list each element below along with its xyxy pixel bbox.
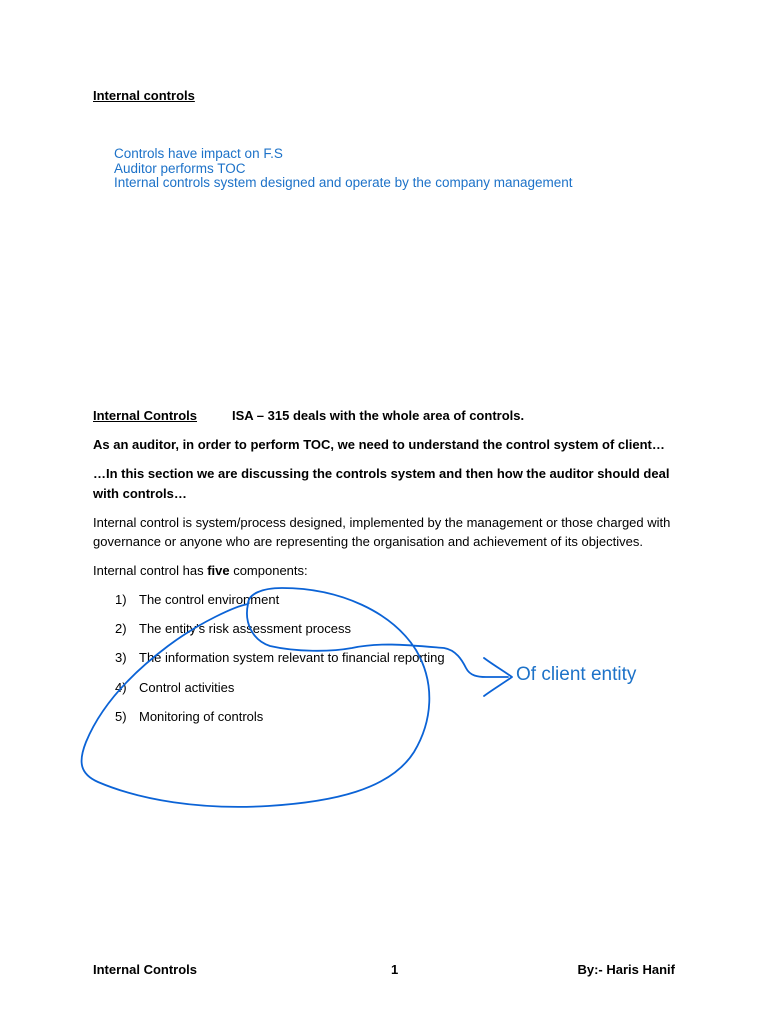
list-item-number: 4) [115, 679, 127, 695]
list-item-text: The control environment [139, 592, 280, 607]
handwritten-notes [114, 147, 573, 191]
list-item [115, 707, 673, 736]
annotation-of-client-entity: Of client entity [516, 664, 637, 685]
note-line-2: Auditor performs TOC [114, 160, 246, 176]
components-intro [93, 561, 673, 581]
section-heading-text: ISA – 315 deals with the whole area of controls. [232, 408, 525, 423]
list-item-number: 1) [115, 592, 127, 607]
note-line-1: Controls have impact on F.S [114, 146, 283, 161]
list-item [115, 590, 673, 619]
components-intro-start: Internal control has [93, 563, 208, 578]
paragraph-discussing: …In this section we are discussing the controls system and then how the auditor should deal with controls… [93, 466, 670, 501]
footer-author: By:- Haris Hanif [577, 962, 675, 977]
section-heading [93, 406, 673, 426]
list-item [115, 619, 673, 648]
section-heading-label: Internal Controls [93, 408, 198, 423]
list-item-number: 3) [115, 650, 127, 666]
list-item-text: The entity's risk assessment process [139, 621, 351, 637]
components-list [93, 590, 673, 736]
footer-title: Internal Controls [93, 962, 198, 977]
list-item-number: 5) [115, 708, 127, 724]
page-title: Internal controls [93, 88, 195, 103]
list-item-number: 2) [115, 621, 127, 637]
components-intro-count: five [207, 563, 230, 578]
paragraph-definition: Internal control is system/process designed, implemented by the management or those charged with governance or anyone who are representing the organisation and achievement of its objectives. [93, 514, 671, 549]
footer-page-number: 1 [391, 962, 399, 977]
internal-controls-section [93, 406, 673, 736]
paragraph-toc: As an auditor, in order to perform TOC, we need to understand the control system of client… [93, 437, 665, 452]
list-item-text: The information system relevant to financial reporting [139, 650, 445, 666]
list-item-text: Control activities [139, 679, 235, 695]
note-line-3: Internal controls system designed and operate by the company management [114, 175, 573, 190]
components-intro-end: components: [229, 563, 308, 578]
list-item-text: Monitoring of controls [139, 708, 264, 724]
